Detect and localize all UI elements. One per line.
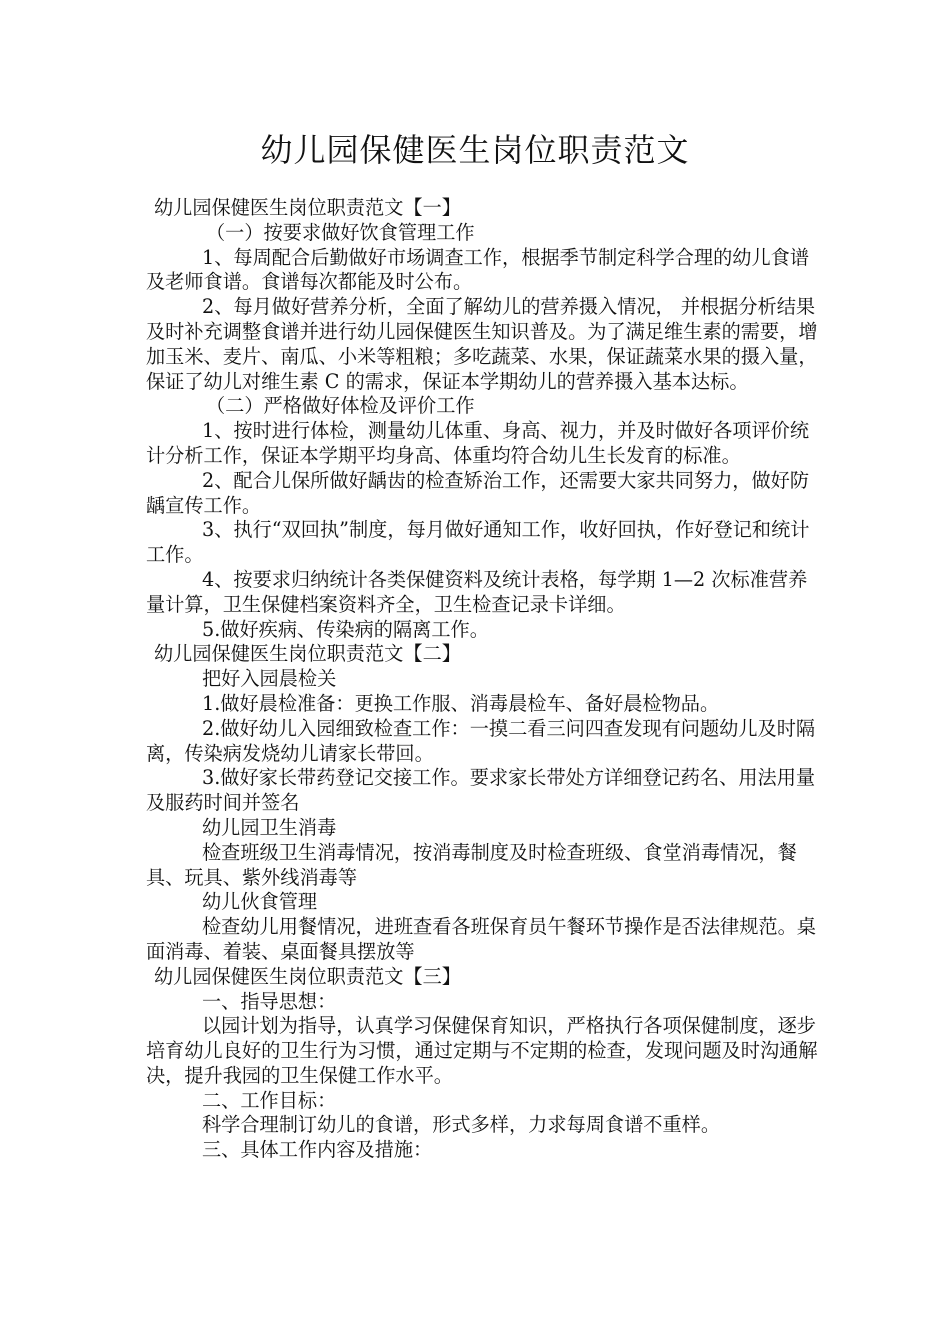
subsection-heading: （一）按要求做好饮食管理工作 bbox=[206, 220, 475, 244]
paragraph: 2、配合儿保所做好龋齿的检查矫治工作，还需要大家共同努力，做好防龋宣传工作。 bbox=[146, 468, 810, 517]
paragraph: 以园计划为指导，认真学习保健保育知识，严格执行各项保健制度，逐步培育幼儿良好的卫生行为习惯，通过定期与不定期的检查，发现问题及时沟通解决，提升我园的卫生保健工作水平。 bbox=[146, 1014, 818, 1087]
paragraph-heading: 幼儿园卫生消毒 bbox=[202, 815, 337, 839]
paragraph-heading: 幼儿伙食管理 bbox=[202, 890, 318, 914]
paragraph: 5.做好疾病、传染病的隔离工作。 bbox=[202, 617, 489, 641]
paragraph: 1、每周配合后勤做好市场调查工作，根据季节制定科学合理的幼儿食谱及老师食谱。食谱每次都能及时公布。 bbox=[146, 245, 810, 294]
section-heading-2: 幼儿园保健医生岗位职责范文【二】 bbox=[154, 642, 461, 666]
paragraph-heading: 二、工作目标： bbox=[202, 1088, 337, 1112]
paragraph: 科学合理制订幼儿的食谱，形式多样，力求每周食谱不重样。 bbox=[202, 1113, 721, 1137]
paragraph: 2.做好幼儿入园细致检查工作：一摸二看三问四查发现有问题幼儿及时隔离，传染病发烧幼儿请家长带回。 bbox=[146, 716, 816, 765]
paragraph: 1.做好晨检准备：更换工作服、消毒晨检车、备好晨检物品。 bbox=[202, 691, 720, 715]
paragraph-heading: 一、指导思想： bbox=[202, 989, 337, 1013]
paragraph: 3.做好家长带药登记交接工作。要求家长带处方详细登记药名、用法用量及服药时间并签名 bbox=[146, 766, 816, 815]
section-heading-3: 幼儿园保健医生岗位职责范文【三】 bbox=[154, 964, 461, 988]
paragraph: 检查幼儿用餐情况，进班查看各班保育员午餐环节操作是否法律规范。桌面消毒、着装、桌面餐具摆放等 bbox=[146, 915, 816, 963]
paragraph-heading: 三、具体工作内容及措施： bbox=[202, 1138, 433, 1162]
paragraph: 4、按要求归纳统计各类保健资料及统计表格，每学期 1—2 次标准营养量计算，卫生保健档案资料齐全，卫生检查记录卡详细。 bbox=[146, 567, 808, 616]
document-title: 幼儿园保健医生岗位职责范文 bbox=[260, 131, 690, 169]
paragraph: 3、执行“双回执”制度，每月做好通知工作，收好回执，作好登记和统计工作。 bbox=[146, 518, 810, 567]
document-body bbox=[146, 196, 818, 1163]
paragraph: 检查班级卫生消毒情况，按消毒制度及时检查班级、食堂消毒情况，餐具、玩具、紫外线消毒等 bbox=[146, 840, 797, 889]
subsection-heading: （二）严格做好体检及评价工作 bbox=[206, 394, 475, 418]
paragraph-heading: 把好入园晨检关 bbox=[202, 667, 337, 691]
paragraph: 2、每月做好营养分析，全面了解幼儿的营养摄入情况， 并根据分析结果及时补充调整食谱并进行幼儿园保健医生知识普及。为了满足维生素的需要，增加玉米、麦片、南瓜、小米等粗粮；多吃蔬菜、水果，保证蔬菜水果的摄入量，保证了幼儿对维生素 C 的需求，保证本学期幼儿的营养摄入基本达标。 bbox=[146, 295, 818, 393]
paragraph: 1、按时进行体检，测量幼儿体重、身高、视力，并及时做好各项评价统计分析工作，保证本学期平均身高、体重均符合幼儿生长发育的标准。 bbox=[146, 419, 810, 467]
section-heading-1: 幼儿园保健医生岗位职责范文【一】 bbox=[154, 196, 461, 219]
